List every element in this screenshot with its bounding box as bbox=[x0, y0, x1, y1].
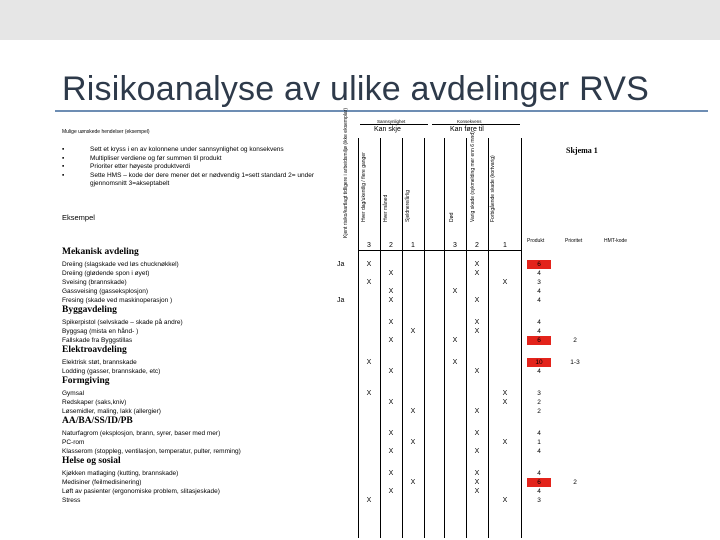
sannsynlighet-mark: X bbox=[388, 270, 394, 277]
table-row: Naturfagrom (eksplosjon, brann, syrer, baser med mer) bbox=[62, 430, 221, 437]
sannsynlighet-mark: X bbox=[410, 328, 416, 335]
table-row: Gassveising (gasseksplosjon) bbox=[62, 288, 148, 295]
col-header-produkt: Produkt bbox=[527, 238, 545, 244]
vert-header-forbigaaende: Forbigående skade (kortvarig) bbox=[490, 155, 496, 222]
sannsynlighet-mark: X bbox=[366, 279, 372, 286]
header-rule bbox=[432, 124, 520, 125]
table-row: Kjøkken matlaging (kutting, brannskade) bbox=[62, 470, 179, 477]
table-row: Dreiing (glødende spon i øyet) bbox=[62, 270, 150, 277]
product-value: 1 bbox=[537, 439, 541, 446]
product-value: 2 bbox=[537, 399, 541, 406]
product-value: 4 bbox=[537, 368, 541, 375]
konsekvens-mark: X bbox=[474, 470, 480, 477]
table-row: Lodding (gasser, brannskade, etc) bbox=[62, 368, 161, 375]
col-header-hms: HMT-kode bbox=[604, 238, 628, 244]
konsekvens-mark: X bbox=[502, 279, 508, 286]
table-row: Fallskade fra Byggstillas bbox=[62, 337, 133, 344]
sannsynlighet-mark: X bbox=[366, 390, 372, 397]
instruction-item: ▪ Sett et kryss i en av kolonnene under sannsynlighet og konsekvens bbox=[62, 146, 284, 153]
sannsynlighet-mark: X bbox=[410, 439, 416, 446]
product-value: 6 bbox=[527, 336, 551, 345]
section-heading: Formgiving bbox=[62, 376, 110, 386]
section-heading: Byggavdeling bbox=[62, 305, 117, 315]
instruction-item: ▪ Multipliser verdiene og før summen til produkt bbox=[62, 154, 222, 162]
sannsynlighet-mark: X bbox=[388, 368, 394, 375]
grid-line bbox=[466, 138, 467, 538]
sannsynlighet-mark: X bbox=[388, 337, 394, 344]
product-value: 6 bbox=[527, 478, 551, 487]
sannsynlighet-mark: X bbox=[366, 497, 372, 504]
konsekvens-mark: X bbox=[474, 270, 480, 277]
product-value: 4 bbox=[537, 488, 541, 495]
konsekvens-mark: X bbox=[474, 368, 480, 375]
konsekvens-mark: X bbox=[502, 439, 508, 446]
col-header-prioritet: Prioritet bbox=[565, 238, 583, 244]
table-row: Byggsag (mista en hånd- ) bbox=[62, 328, 139, 335]
table-row: Klasserom (stoppleg, ventilasjon, temperatur, pulter, remming) bbox=[62, 448, 241, 455]
sannsynlighet-mark: X bbox=[388, 399, 394, 406]
table-row: Sveising (brannskade) bbox=[62, 279, 127, 286]
konsekvens-mark: X bbox=[502, 497, 508, 504]
group-sannsynlighet: Sannsynlighet bbox=[377, 119, 406, 124]
table-row: Dreiing (slagskade ved løs chucknøkkel) bbox=[62, 261, 179, 268]
konsekvens-mark: X bbox=[474, 448, 480, 455]
konsekvens-mark: X bbox=[474, 297, 480, 304]
konsekvens-mark: X bbox=[452, 337, 458, 344]
sannsynlighet-mark: X bbox=[388, 288, 394, 295]
sannsynlighet-mark: X bbox=[388, 297, 394, 304]
sannsynlighet-mark: X bbox=[410, 479, 416, 486]
scale-value: 1 bbox=[411, 242, 415, 249]
konsekvens-mark: X bbox=[474, 328, 480, 335]
konsekvens-mark: X bbox=[474, 408, 480, 415]
section-heading: Mekanisk avdeling bbox=[62, 247, 139, 257]
priority-value: 2 bbox=[573, 337, 577, 344]
instruction-item: ▪ Sette HMS – kode der dere mener det er nødvendig 1=sett standard 2= under gjennomsnitt 3=akseptabelt bbox=[62, 171, 315, 187]
sannsynlighet-mark: X bbox=[388, 448, 394, 455]
sannsynlighet-mark: X bbox=[388, 488, 394, 495]
sannsynlighet-mark: X bbox=[388, 470, 394, 477]
sannsynlighet-mark: X bbox=[366, 359, 372, 366]
konsekvens-mark: X bbox=[474, 430, 480, 437]
konsekvens-mark: X bbox=[452, 288, 458, 295]
left-column-label: Mulige uønskede hendelser (eksempel) bbox=[62, 129, 150, 135]
sannsynlighet-mark: X bbox=[366, 261, 372, 268]
kjent-value: Ja bbox=[337, 261, 345, 268]
scale-value: 2 bbox=[475, 242, 479, 249]
table-row: PC-rom bbox=[62, 439, 85, 446]
section-heading: Elektroavdeling bbox=[62, 345, 127, 355]
product-value: 4 bbox=[537, 328, 541, 335]
sannsynlighet-mark: X bbox=[410, 408, 416, 415]
konsekvens-mark: X bbox=[452, 359, 458, 366]
grid-line bbox=[358, 138, 359, 538]
kjent-value: Ja bbox=[337, 297, 345, 304]
table-row: Stress bbox=[62, 497, 81, 504]
grid-line bbox=[380, 138, 381, 538]
table-row: Redskaper (saks,kniv) bbox=[62, 399, 127, 406]
grid-line bbox=[424, 138, 425, 538]
instructions bbox=[62, 146, 340, 189]
table-row: Løsemidler, maling, lakk (allergier) bbox=[62, 408, 161, 415]
konsekvens-mark: X bbox=[474, 479, 480, 486]
product-value: 2 bbox=[537, 408, 541, 415]
table-row: Elektrisk støt, brannskade bbox=[62, 359, 137, 366]
product-value: 4 bbox=[537, 430, 541, 437]
konsekvens-mark: X bbox=[502, 399, 508, 406]
product-value: 4 bbox=[537, 470, 541, 477]
kan-fore-til-label: Kan føre til bbox=[450, 126, 484, 133]
table-row: Spikerpistol (selvskade – skade på andre) bbox=[62, 319, 183, 326]
product-value: 3 bbox=[537, 390, 541, 397]
grid-line bbox=[402, 138, 403, 538]
scale-value: 2 bbox=[389, 242, 393, 249]
konsekvens-mark: X bbox=[502, 390, 508, 397]
vert-header-hver-maaned: Hver måned bbox=[383, 194, 389, 222]
instruction-item: ▪ Prioriter etter høyeste produktverdi bbox=[62, 163, 191, 170]
konsekvens-mark: X bbox=[474, 488, 480, 495]
product-value: 4 bbox=[537, 288, 541, 295]
group-konsekvens: Konsekvens bbox=[457, 119, 482, 124]
grid-line bbox=[358, 250, 521, 251]
scale-value: 1 bbox=[503, 242, 507, 249]
page-title: Risikoanalyse av ulike avdelinger RVS bbox=[62, 70, 649, 108]
product-value: 4 bbox=[537, 270, 541, 277]
skjema-label: Skjema 1 bbox=[566, 146, 598, 155]
sannsynlighet-mark: X bbox=[388, 430, 394, 437]
vert-header-dod: Død bbox=[449, 212, 455, 222]
table-row: Gymsal bbox=[62, 390, 85, 397]
grid-line bbox=[444, 138, 445, 538]
vert-header-sjeldnere: Sjeldnere/årlig bbox=[405, 190, 411, 222]
scale-value: 3 bbox=[453, 242, 457, 249]
product-value: 4 bbox=[537, 319, 541, 326]
scale-value: 3 bbox=[367, 242, 371, 249]
table-row: Fresing (skade ved maskinoperasjon ) bbox=[62, 297, 173, 304]
priority-value: 2 bbox=[573, 479, 577, 486]
grid-line bbox=[521, 138, 522, 538]
konsekvens-mark: X bbox=[474, 261, 480, 268]
product-value: 3 bbox=[537, 497, 541, 504]
product-value: 4 bbox=[537, 297, 541, 304]
product-value: 6 bbox=[527, 260, 551, 269]
header-rule bbox=[360, 124, 428, 125]
kan-skje-label: Kan skje bbox=[374, 126, 401, 133]
priority-value: 1-3 bbox=[570, 359, 580, 366]
grid-line bbox=[488, 138, 489, 538]
konsekvens-mark: X bbox=[474, 319, 480, 326]
product-value: 4 bbox=[537, 448, 541, 455]
vert-header-varig: Varig skade (sykmelding mer enn 6 mnd) bbox=[470, 131, 476, 222]
product-value: 10 bbox=[527, 358, 551, 367]
section-heading: AA/BA/SS/ID/PB bbox=[62, 416, 133, 426]
product-value: 3 bbox=[537, 279, 541, 286]
eksempel-label: Eksempel bbox=[62, 213, 95, 222]
vert-header-hver-dag: Hver dag/ukentlig / flere ganger bbox=[361, 152, 367, 222]
table-row: Medisiner (feilmedisinering) bbox=[62, 479, 142, 486]
vert-header-kjent: Kjent risiko/kartlagt tidligere i arbeidsmiljø (ikke eksemplar) bbox=[343, 107, 349, 238]
sannsynlighet-mark: X bbox=[388, 319, 394, 326]
section-heading: Helse og sosial bbox=[62, 456, 121, 466]
table-row: Løft av pasienter (ergonomiske problem, slitasjeskade) bbox=[62, 488, 220, 495]
